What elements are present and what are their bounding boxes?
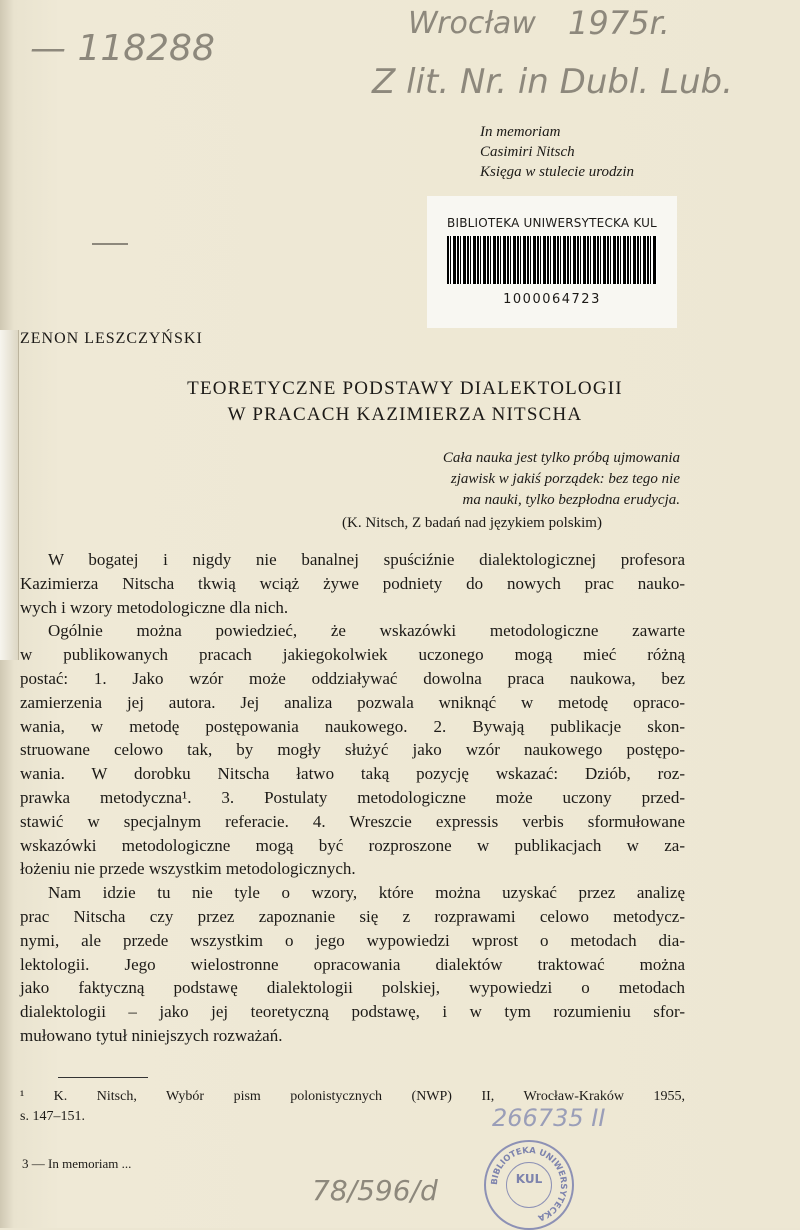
memorial-heading	[480, 122, 634, 182]
body-line: wych i wzory metodologiczne dla nich.	[20, 597, 289, 617]
handwritten-inventory-number: — 118288	[30, 28, 215, 69]
body-line: wania, w metodę postępowania naukowego. 2. Bywają publikacje skon-	[20, 716, 685, 736]
body-line: prawka metodyczna¹. 3. Postulaty metodologiczne może uczony przed-	[20, 787, 685, 807]
body-line: mułowano tytuł niniejszych rozważań.	[20, 1025, 283, 1045]
epigraph-line: ma nauki, tylko bezpłodna erudycja.	[462, 492, 680, 508]
body-line: nymi, ale przede wszystkim o jego wypowiedzi wprost o metodach dia-	[20, 930, 685, 950]
footnote-line: ¹ K. Nitsch, Wybór pism polonistycznych (NWP) II, Wrocław-Kraków 1955,	[20, 1089, 685, 1104]
body-line: Nam idzie tu nie tyle o wzory, które można uzyskać przez analizę	[48, 883, 685, 903]
body-line: lektologii. Jego wielostronne opracowania dialektów traktować można	[20, 954, 685, 974]
body-line: W bogatej i nigdy nie banalnej spuściźnie dialektologicznej profesora	[48, 550, 685, 569]
handwritten-note: Z lit. Nr. in Dubl. Lub.	[372, 62, 733, 102]
article-title-line-2: W PRACACH KAZIMIERZA NITSCHA	[227, 404, 583, 425]
body-line: stawić w specjalnym referacie. 4. Wreszcie expressis verbis sformułowane	[20, 811, 685, 831]
barcode-library-name: BIBLIOTEKA UNIWERSYTECKA KUL	[447, 216, 657, 230]
memorial-line: In memoriam	[480, 124, 561, 140]
body-line: postać: 1. Jako wzór może oddziaływać dowolna praca naukowa, bez	[20, 668, 685, 688]
library-stamp	[484, 1140, 574, 1230]
stamp-center-text: KUL	[515, 1172, 543, 1186]
body-line: wskazówki metodologiczne mogą być rozproszone w publikacjach w za-	[20, 835, 685, 855]
body-line: dialektologii – jako jej teoretyczną podstawę, i w tym rozumieniu sfor-	[20, 1002, 685, 1022]
epigraph	[260, 448, 680, 511]
body-line: w publikowanych pracach jakiegokolwiek uczonego mogą mieć różną	[20, 645, 685, 665]
footnote-line: s. 147–151.	[20, 1109, 85, 1124]
handwritten-place: Wrocław	[408, 6, 536, 41]
body-line: Ogólnie można powiedzieć, że wskazówki metodologiczne zawarte	[48, 621, 685, 641]
body-line: prac Nitscha czy przez zapoznanie się z rozprawami celowo metodycz-	[20, 906, 685, 926]
library-barcode-label	[427, 196, 677, 328]
epigraph-line: zjawisk w jakiś porządek: bez tego nie	[450, 471, 680, 487]
footnote-rule	[58, 1077, 148, 1078]
stamp-ring-text: BIBLIOTEKA UNIWERSYTECKA	[489, 1145, 569, 1223]
memorial-line: Casimiri Nitsch	[480, 144, 575, 160]
body-line: wania. W dorobku Nitscha łatwo taką pozycję wskazać: Dziób, roz-	[20, 764, 685, 784]
article-title-line-1: TEORETYCZNE PODSTAWY DIALEKTOLOGII	[187, 378, 623, 399]
pencil-dash	[92, 243, 128, 245]
body-line: struowane celowo tak, by mogły służyć jako wzór naukowego postępo-	[20, 740, 685, 760]
body-line: zamierzenia jej autora. Jej analiza pozwala wniknąć w metodę opraco-	[20, 692, 685, 712]
body-line: jako faktyczną podstawę dialektologii polskiej, wypowiedzi o metodach	[20, 978, 685, 998]
author-name: ZENON LESZCZYŃSKI	[20, 330, 203, 347]
barcode-number: 1000064723	[503, 292, 601, 307]
handwritten-year: 1975r.	[568, 4, 670, 42]
barcode-icon	[447, 236, 657, 284]
epigraph-source: (K. Nitsch, Z badań nad językiem polskim)	[342, 515, 602, 531]
body-line: Kazimierza Nitscha tkwią wciąż żywe podniety do nowych prac nauko-	[20, 573, 685, 593]
body-line: łożeniu nie przede wszystkim metodologicznych.	[20, 859, 356, 879]
handwritten-bottom-note: 78/596/d	[312, 1174, 438, 1207]
body-text	[20, 548, 685, 1048]
memorial-line: Księga w stulecie urodzin	[480, 164, 635, 180]
page-fold-strip	[0, 330, 19, 660]
epigraph-line: Cała nauka jest tylko próbą ujmowania	[442, 450, 680, 466]
printer-signature: 3 — In memoriam ...	[22, 1156, 132, 1171]
stamped-accession-number: 266735 II	[492, 1104, 606, 1132]
